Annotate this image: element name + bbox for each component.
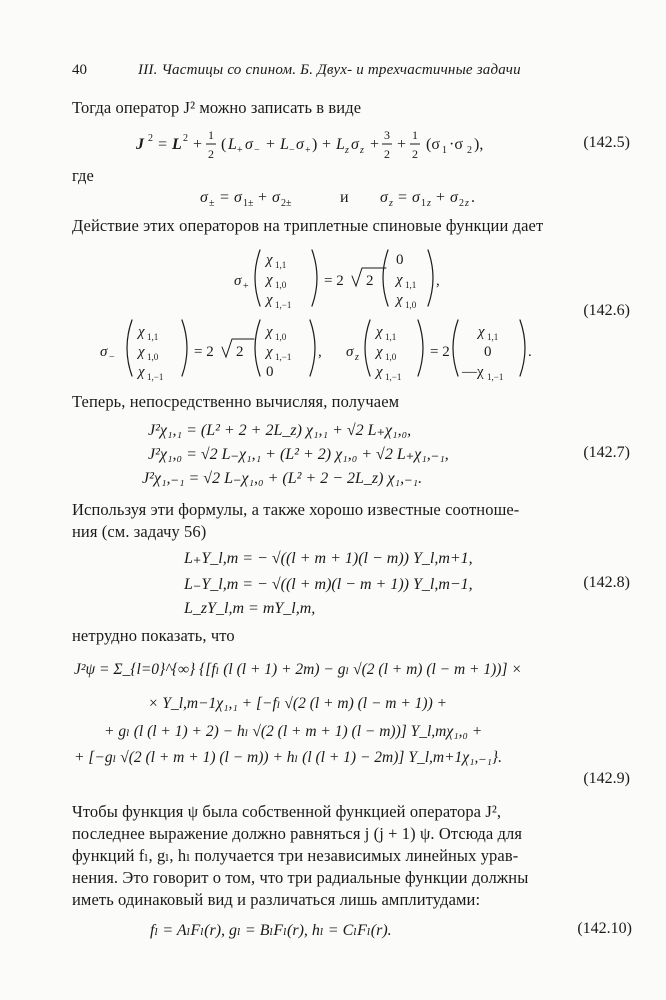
svg-text:z: z: [427, 198, 431, 209]
svg-text:χ: χ: [266, 272, 273, 288]
svg-text:σ: σ: [450, 189, 458, 206]
svg-text:1,1: 1,1: [147, 332, 159, 342]
svg-text:0: 0: [396, 252, 404, 268]
svg-text:1,−1: 1,−1: [385, 372, 402, 382]
svg-text:σ: σ: [200, 189, 208, 206]
svg-text:1: 1: [412, 128, 418, 142]
equation-142-8-line-1: L₊Y_l,m = − √((l + m + 1)(l − m)) Y_l,m+1,: [184, 550, 473, 567]
svg-text:2: 2: [459, 198, 464, 209]
svg-text:0: 0: [484, 344, 492, 360]
eq-number-142-9: (142.9): [583, 770, 630, 787]
svg-text:2: 2: [467, 145, 472, 156]
equation-142-9-line-1: J²ψ = Σ_{l=0}^{∞} {[fₗ (l (l + 1) + 2m) − gₗ √(2 (l + m) (l − m + 1))] ×: [74, 661, 522, 678]
svg-text:χ: χ: [266, 324, 273, 340]
svg-text:+: +: [193, 136, 203, 153]
eq-number-142-10: (142.10): [577, 920, 632, 937]
svg-text:L: L: [172, 136, 182, 153]
svg-text:L: L: [280, 136, 289, 153]
running-header: [72, 62, 632, 84]
svg-text:1,1: 1,1: [385, 332, 397, 342]
paragraph-2: где: [72, 166, 94, 185]
svg-text:χ: χ: [396, 272, 403, 288]
eq-number-142-6: (142.6): [583, 302, 630, 319]
equation-142-6: [96, 242, 556, 388]
svg-text:σ: σ: [351, 136, 359, 153]
paragraph-7a: Чтобы функция ψ была собственной функцией оператора J²,: [72, 802, 502, 821]
svg-text:),: ),: [474, 136, 484, 153]
svg-text:+: +: [305, 145, 311, 156]
svg-text:+: +: [243, 281, 249, 292]
svg-text:1,0: 1,0: [405, 300, 417, 310]
svg-text:1: 1: [442, 145, 447, 156]
paragraph-7b: последнее выражение должно равняться j (j + 1) ψ. Отсюда для: [72, 824, 523, 843]
equation-142-8-line-3: L_zY_l,m = mY_l,m,: [184, 600, 316, 617]
svg-text:): ): [312, 136, 318, 153]
equation-142-9-line-4: + [−gₗ √(2 (l + m + 1) (l − m)) + hₗ (l (l + 1) − 2m)] Y_l,m+1χ₁,₋₁}.: [74, 749, 502, 766]
svg-text:.: .: [471, 189, 475, 206]
svg-text:1,0: 1,0: [275, 280, 287, 290]
svg-text:1,−1: 1,−1: [487, 372, 504, 382]
svg-text:−: −: [254, 145, 260, 156]
equation-142-7-line-2: J²χ₁,₀ = √2 L₋χ₁,₁ + (L² + 2) χ₁,₀ + √2 L₊χ₁,₋₁,: [148, 446, 449, 463]
svg-text:1,0: 1,0: [275, 332, 287, 342]
svg-text:1,1: 1,1: [275, 260, 287, 270]
paragraph-3: Действие этих операторов на триплетные спиновые функции дает: [72, 216, 544, 235]
svg-text:J: J: [136, 136, 144, 153]
eq-number-142-8: (142.8): [583, 574, 630, 591]
svg-text:2±: 2±: [281, 198, 292, 209]
svg-text:χ: χ: [376, 344, 383, 360]
svg-text:χ: χ: [138, 344, 145, 360]
svg-text:σ: σ: [412, 189, 420, 206]
svg-text:2: 2: [236, 344, 244, 360]
svg-text:—χ: —χ: [462, 364, 484, 380]
svg-text:z: z: [355, 352, 359, 363]
svg-text:χ: χ: [138, 324, 145, 340]
svg-text:и: и: [340, 189, 349, 206]
svg-text:3: 3: [384, 128, 390, 142]
svg-text:σ: σ: [245, 136, 253, 153]
paragraph-7e: иметь одинаковый вид и различаться лишь амплитудами:: [72, 890, 481, 909]
svg-text:L: L: [228, 136, 237, 153]
svg-text:1,1: 1,1: [405, 280, 417, 290]
paragraph-5b: ния (см. задачу 56): [72, 522, 207, 541]
equation-142-8-line-2: L₋Y_l,m = − √((l + m)(l − m + 1)) Y_l,m−1,: [184, 576, 473, 593]
svg-text:= 2: = 2: [194, 344, 214, 360]
svg-text:−: −: [289, 145, 295, 156]
paragraph-7c: функций fₗ, gₗ, hₗ получается три независимых линейных урав-: [72, 846, 519, 865]
svg-text:=: =: [158, 136, 168, 153]
svg-text:1,0: 1,0: [147, 352, 159, 362]
svg-text:1: 1: [421, 198, 426, 209]
eq-number-142-5: (142.5): [583, 134, 630, 151]
eq-number-142-7: (142.7): [583, 444, 630, 461]
equation-142-9-line-3: + gₗ (l (l + 1) + 2) − hₗ √(2 (l + m + 1) (l − m))] Y_l,mχ₁,₀ +: [104, 723, 483, 740]
svg-text:σ: σ: [234, 273, 242, 289]
svg-text:χ: χ: [396, 292, 403, 308]
svg-text:χ: χ: [376, 364, 383, 380]
svg-text:1,−1: 1,−1: [275, 300, 292, 310]
svg-text:2: 2: [366, 273, 374, 289]
svg-text:σ: σ: [346, 344, 354, 360]
svg-text:L: L: [336, 136, 345, 153]
svg-text:·σ: ·σ: [449, 136, 463, 153]
svg-text:=: =: [220, 189, 230, 206]
svg-text:1,−1: 1,−1: [275, 352, 292, 362]
svg-text:1: 1: [208, 128, 214, 142]
svg-text:σ: σ: [296, 136, 304, 153]
page-number: 40: [72, 62, 87, 78]
svg-text:z: z: [465, 198, 469, 209]
svg-text:2: 2: [412, 147, 418, 161]
svg-text:,: ,: [318, 344, 322, 360]
equation-142-10: fₗ = AₗFₗ(r), gₗ = BₗFₗ(r), hₗ = CₗFₗ(r).: [150, 922, 392, 939]
svg-text:.: .: [528, 344, 532, 360]
svg-text:1±: 1±: [243, 198, 254, 209]
svg-text:(σ: (σ: [426, 136, 440, 153]
svg-text:1,0: 1,0: [385, 352, 397, 362]
svg-text:z: z: [360, 145, 364, 156]
svg-text:(: (: [221, 136, 227, 153]
svg-text:,: ,: [436, 273, 440, 289]
svg-text:+: +: [397, 136, 407, 153]
svg-text:σ: σ: [380, 189, 388, 206]
svg-text:2: 2: [208, 147, 214, 161]
svg-text:−: −: [109, 352, 115, 363]
svg-text:+: +: [266, 136, 276, 153]
paragraph-6: нетрудно показать, что: [72, 626, 235, 645]
paragraph-7d: нения. Это говорит о том, что три радиальные функции должны: [72, 868, 529, 887]
svg-text:χ: χ: [266, 292, 273, 308]
svg-text:+: +: [237, 145, 243, 156]
svg-text:χ: χ: [138, 364, 145, 380]
svg-text:1,−1: 1,−1: [147, 372, 164, 382]
svg-text:= 2: = 2: [324, 273, 344, 289]
svg-text:+: +: [322, 136, 332, 153]
svg-text:2: 2: [384, 147, 390, 161]
paragraph-5a: Используя эти формулы, а также хорошо известные соотноше-: [72, 500, 520, 519]
svg-text:= 2: = 2: [430, 344, 450, 360]
svg-text:χ: χ: [376, 324, 383, 340]
svg-text:χ: χ: [266, 252, 273, 268]
svg-text:2: 2: [183, 133, 188, 144]
svg-text:+: +: [258, 189, 268, 206]
svg-text:2: 2: [148, 133, 153, 144]
svg-text:+: +: [370, 136, 380, 153]
equation-142-5: [100, 124, 560, 168]
svg-text:σ: σ: [100, 344, 108, 360]
svg-text:±: ±: [209, 198, 215, 209]
equation-142-9-line-2: × Y_l,m−1χ₁,₁ + [−fₗ √(2 (l + m) (l − m + 1)) +: [148, 695, 448, 712]
paragraph-4: Теперь, непосредственно вычисляя, получаем: [72, 392, 400, 411]
svg-text:σ: σ: [272, 189, 280, 206]
paragraph-1: Тогда оператор J² можно записать в виде: [72, 98, 362, 117]
svg-text:+: +: [436, 189, 446, 206]
equation-sigma-def: [200, 182, 520, 212]
svg-text:σ: σ: [234, 189, 242, 206]
svg-text:0: 0: [266, 364, 274, 380]
svg-text:χ: χ: [266, 344, 273, 360]
svg-text:χ: χ: [478, 324, 485, 340]
equation-142-7-line-1: J²χ₁,₁ = (L² + 2 + 2L_z) χ₁,₁ + √2 L₊χ₁,₀,: [148, 422, 412, 439]
equation-142-7-line-3: J²χ₁,₋₁ = √2 L₋χ₁,₀ + (L² + 2 − 2L_z) χ₁,₋₁.: [142, 470, 423, 487]
svg-text:=: =: [398, 189, 408, 206]
svg-text:z: z: [345, 145, 349, 156]
running-title: III. Частицы со спином. Б. Двух- и трехчастичные задачи: [138, 62, 521, 78]
svg-text:z: z: [389, 198, 393, 209]
svg-text:1,1: 1,1: [487, 332, 499, 342]
